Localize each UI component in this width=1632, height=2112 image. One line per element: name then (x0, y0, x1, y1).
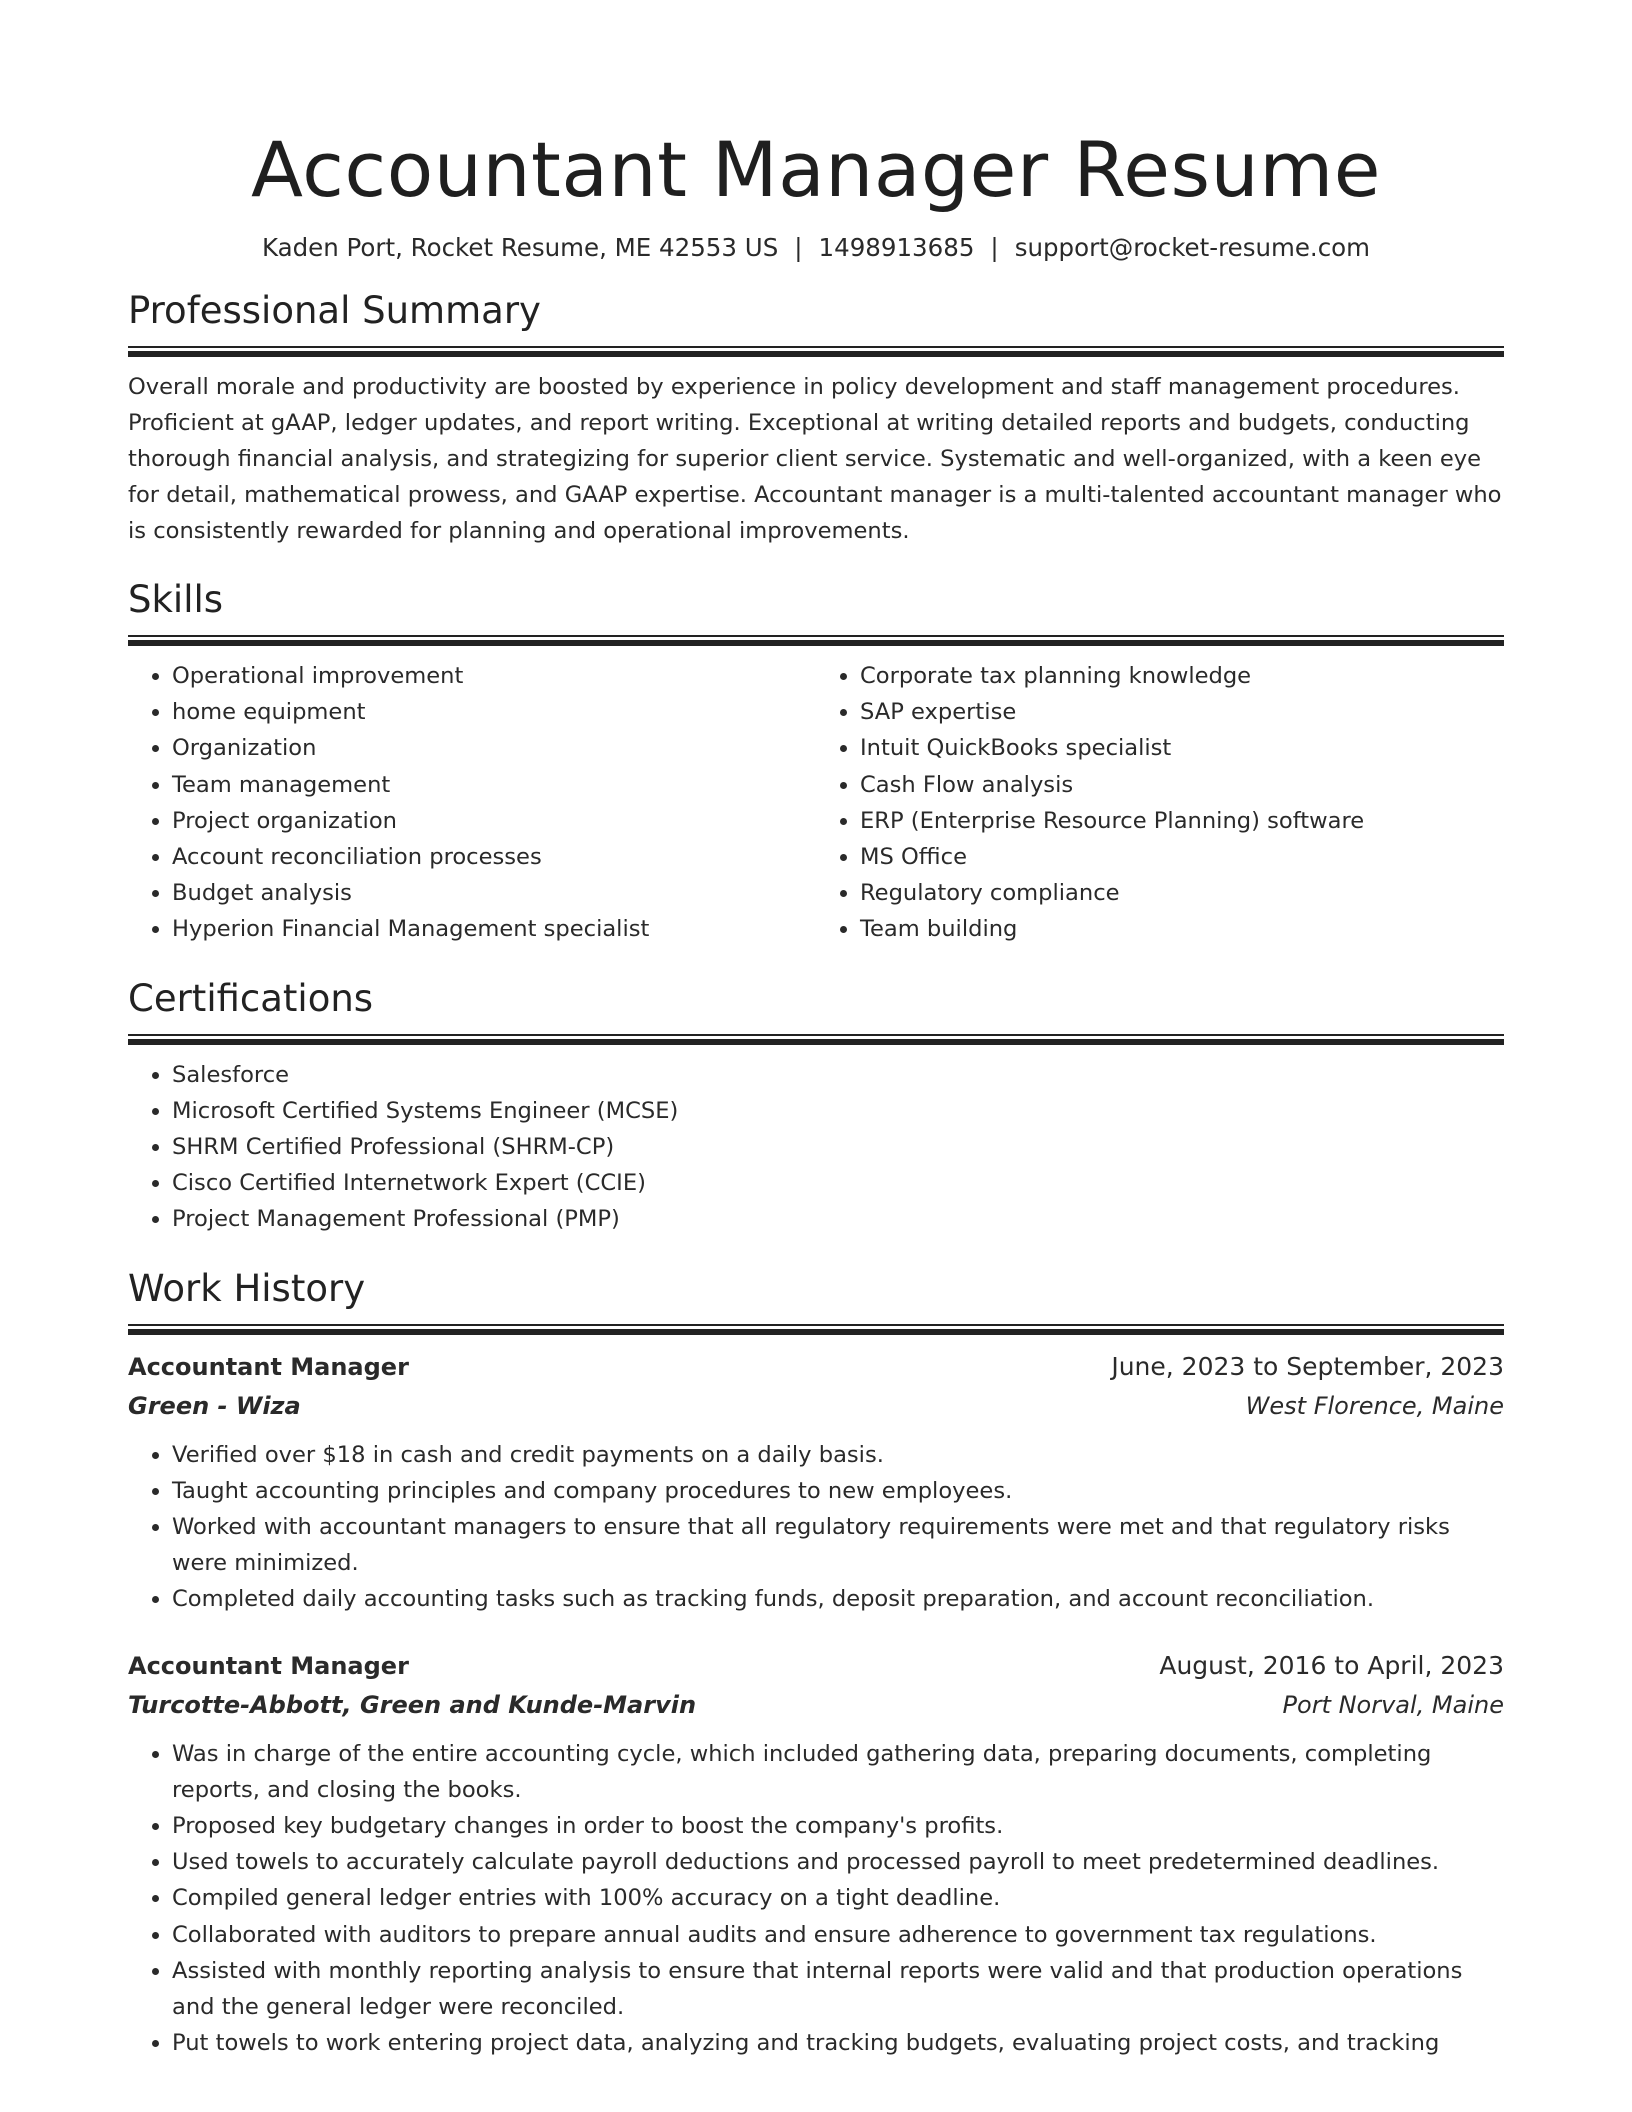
certification-item: • Cisco Certified Internetwork Expert (CCIE) (172, 1165, 1504, 1201)
skill-item: • Team building (860, 911, 1504, 947)
section-heading-work-history: Work History (128, 1266, 366, 1310)
job-bullet: • Completed daily accounting tasks such as tracking funds, deposit preparation, and account reconciliation. (172, 1581, 1504, 1617)
skill-item: • home equipment (172, 694, 816, 730)
job-title: Accountant Manager (128, 1352, 409, 1381)
contact-address: Kaden Port, Rocket Resume, ME 42553 US (261, 233, 779, 262)
section-divider (128, 635, 1504, 646)
certifications-section (128, 974, 1504, 1238)
contact-line (128, 230, 1504, 266)
job-bullet: • Assisted with monthly reporting analysis to ensure that internal reports were valid and that production operations and the general ledger were reconciled. (172, 1953, 1504, 2025)
certification-item: • SHRM Certified Professional (SHRM-CP) (172, 1129, 1504, 1165)
job-title: Accountant Manager (128, 1651, 409, 1680)
job-header-row (128, 1646, 1504, 1686)
certification-item: • Project Management Professional (PMP) (172, 1201, 1504, 1237)
job-dates: June, 2023 to September, 2023 (1111, 1351, 1504, 1381)
job-bullet: • Was in charge of the entire accounting cycle, which included gathering data, preparing documents, completing reports, and closing the books. (172, 1736, 1504, 1808)
skills-section (128, 575, 1504, 948)
contact-separator: | (794, 233, 803, 262)
job-bullets (128, 1736, 1504, 2062)
skill-item: • Account reconciliation processes (172, 839, 816, 875)
skill-item: • Project organization (172, 803, 816, 839)
job-dates: August, 2016 to April, 2023 (1159, 1650, 1504, 1680)
job-company-row (128, 1686, 1504, 1724)
contact-email: support@rocket-resume.com (1014, 233, 1371, 262)
skill-item: • Corporate tax planning knowledge (860, 658, 1504, 694)
job-bullet: • Put towels to work entering project data, analyzing and tracking budgets, evaluating project costs, and tracking (172, 2025, 1504, 2061)
summary-section (128, 286, 1504, 549)
section-divider (128, 1034, 1504, 1045)
skill-item: • Hyperion Financial Management specialist (172, 911, 816, 947)
job-bullet: • Taught accounting principles and company procedures to new employees. (172, 1473, 1504, 1509)
certification-item: • Salesforce (172, 1057, 1504, 1093)
skill-item: • Cash Flow analysis (860, 767, 1504, 803)
skill-item: • MS Office (860, 839, 1504, 875)
skill-item: • Operational improvement (172, 658, 816, 694)
resume-title: Accountant Manager Resume (250, 125, 1382, 214)
job-company: Turcotte-Abbott, Green and Kunde-Marvin (128, 1690, 697, 1719)
summary-text: Overall morale and productivity are boosted by experience in policy development and staff management procedures. Proficient at gAAP, ledger updates, and report writing. Exceptional at writing detailed reports and budgets, conducting thorough financial analysis, and strategizing for superior client service. Systematic and well-organized, with a keen eye for detail, mathematical prowess, and GAAP expertise. Accountant manager is a multi-talented accountant manager who is consistently rewarded for planning and operational improvements. (128, 374, 1502, 544)
job-company: Green - Wiza (128, 1391, 301, 1420)
section-divider (128, 1324, 1504, 1335)
work-history-section (128, 1264, 1504, 2062)
skills-columns (128, 658, 1504, 948)
skill-item: • Team management (172, 767, 816, 803)
skill-item: • ERP (Enterprise Resource Planning) software (860, 803, 1504, 839)
job-bullet: • Proposed key budgetary changes in order to boost the company's profits. (172, 1808, 1504, 1844)
skills-list-left (128, 658, 816, 948)
skills-list-right (816, 658, 1504, 948)
job-company-row (128, 1387, 1504, 1425)
section-heading-summary: Professional Summary (128, 289, 541, 332)
job-location: Port Norval, Maine (1282, 1690, 1504, 1719)
skill-item: • Budget analysis (172, 875, 816, 911)
section-heading-certifications: Certifications (128, 976, 374, 1020)
job-bullet: • Used towels to accurately calculate payroll deductions and processed payroll to meet predetermined deadlines. (172, 1844, 1504, 1880)
contact-phone: 1498913685 (818, 233, 975, 262)
skill-item: • Intuit QuickBooks specialist (860, 730, 1504, 766)
resume-page (128, 0, 1504, 2061)
certifications-list (128, 1057, 1504, 1238)
job-entry (128, 1646, 1504, 2062)
job-entry (128, 1347, 1504, 1618)
contact-separator: | (990, 233, 999, 262)
job-bullet: • Worked with accountant managers to ensure that all regulatory requirements were met and that regulatory risks were minimized. (172, 1509, 1504, 1581)
certification-item: • Microsoft Certified Systems Engineer (MCSE) (172, 1093, 1504, 1129)
job-bullet: • Collaborated with auditors to prepare annual audits and ensure adherence to government tax regulations. (172, 1917, 1504, 1953)
job-bullet: • Verified over $18 in cash and credit payments on a daily basis. (172, 1437, 1504, 1473)
section-heading-skills: Skills (128, 578, 224, 621)
job-location: West Florence, Maine (1245, 1391, 1504, 1420)
section-divider (128, 346, 1504, 357)
skill-item: • Regulatory compliance (860, 875, 1504, 911)
skill-item: • SAP expertise (860, 694, 1504, 730)
skill-item: • Organization (172, 730, 816, 766)
job-bullets (128, 1437, 1504, 1618)
job-bullet: • Compiled general ledger entries with 100% accuracy on a tight deadline. (172, 1880, 1504, 1916)
job-header-row (128, 1347, 1504, 1387)
